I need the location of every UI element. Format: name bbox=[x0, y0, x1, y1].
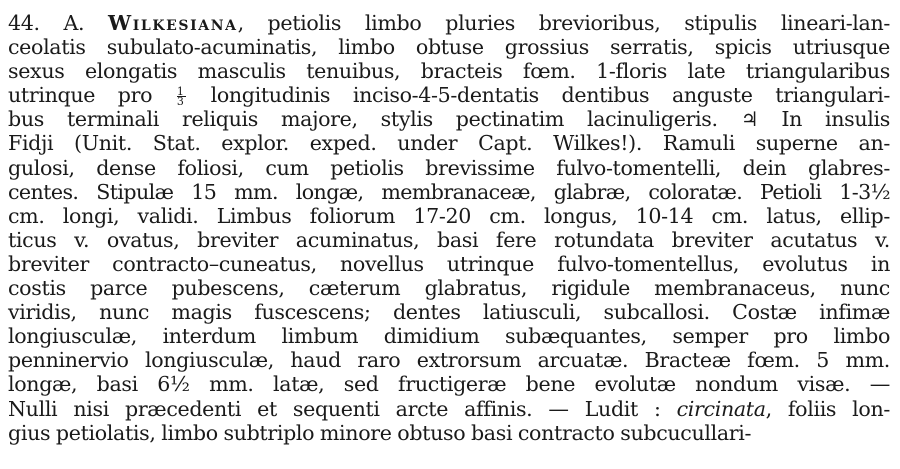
text-segment: bus terminali reliquis majore, stylis pectinatim lacinuligeris. bbox=[8, 107, 718, 132]
text-segment: Nulli nisi præcedenti et sequenti arcte affinis. — Ludit : bbox=[8, 396, 661, 421]
text-segment: centes. Stipulæ 15 mm. longæ, membranaceæ, glabræ, coloratæ. Petioli 1-3 bbox=[8, 179, 871, 204]
fraction-one-third bbox=[176, 85, 186, 109]
text-line-14: longiusculæ, interdum limbum dimidium subæquantes, semper pro limbo bbox=[8, 324, 890, 349]
text-line-3: sexus elongatis masculis tenuibus, bracteis fœm. 1-floris late triangularibus bbox=[8, 59, 890, 84]
fraction-numerator: 1 bbox=[177, 87, 186, 97]
fraction-half: ½ bbox=[170, 372, 190, 397]
variety-name: circinata bbox=[676, 396, 766, 421]
fraction-half: ½ bbox=[870, 179, 890, 204]
species-name: Wilkesiana bbox=[108, 11, 238, 35]
text-segment: longitudinis inciso-4-5-dentatis dentibus anguste triangulari- bbox=[210, 83, 890, 108]
text-line-18: gius petiolatis, limbo subtriplo minore obtuso basi contracto subcucullari- bbox=[8, 420, 752, 445]
text-segment: , petiolis limbo pluries brevioribus, stipulis lineari-lan- bbox=[237, 11, 890, 35]
text-segment: , foliis lon- bbox=[765, 396, 890, 421]
text-line-2: ceolatis subulato-acuminatis, limbo obtuse grossius serratis, spicis utriusque bbox=[8, 35, 890, 60]
text-line-8 bbox=[8, 180, 890, 204]
perennial-symbol-icon: ♃ bbox=[740, 107, 759, 132]
text-line-16 bbox=[8, 372, 890, 396]
text-line-13: viridis, nunc magis fuscescens; dentes latiusculi, subcallosi. Costæ infimæ bbox=[8, 300, 890, 325]
fraction-denominator: 3 bbox=[176, 95, 184, 109]
text-line-6: Fidji (Unit. Stat. explor. exped. under Capt. Wilkes!). Ramuli superne an- bbox=[8, 131, 890, 156]
text-line-4 bbox=[8, 83, 890, 107]
text-line-15: penninervio longiusculæ, haud raro extrorsum arcuatæ. Bracteæ fœm. 5 mm. bbox=[8, 348, 890, 373]
entry-number: 44. bbox=[8, 11, 40, 35]
text-segment: utrinque pro bbox=[8, 83, 153, 108]
text-line-1 bbox=[8, 11, 890, 35]
genus-abbrev: A. bbox=[63, 11, 85, 35]
text-segment: longæ, basi 6 bbox=[8, 372, 171, 397]
text-line-17 bbox=[8, 397, 890, 421]
text-segment: In insulis bbox=[781, 107, 891, 132]
text-line-5 bbox=[8, 107, 890, 131]
text-line-12: costis parce pubescens, cæterum glabratus, rigidule membranaceus, nunc bbox=[8, 276, 890, 301]
text-line-7: gulosi, dense foliosi, cum petiolis brevissime fulvo-tomentelli, dein glabres- bbox=[8, 155, 890, 180]
text-line-9: cm. longi, validi. Limbus foliorum 17-20 cm. longus, 10-14 cm. latus, ellip- bbox=[8, 203, 890, 228]
text-line-10: ticus v. ovatus, breviter acuminatus, basi fere rotundata breviter acutatus v. bbox=[8, 227, 890, 252]
text-segment: mm. latæ, sed fructigeræ bene evolutæ nondum visæ. — bbox=[209, 372, 890, 397]
text-line-11: breviter contracto–cuneatus, novellus utrinque fulvo-tomentellus, evolutus in bbox=[8, 251, 890, 276]
